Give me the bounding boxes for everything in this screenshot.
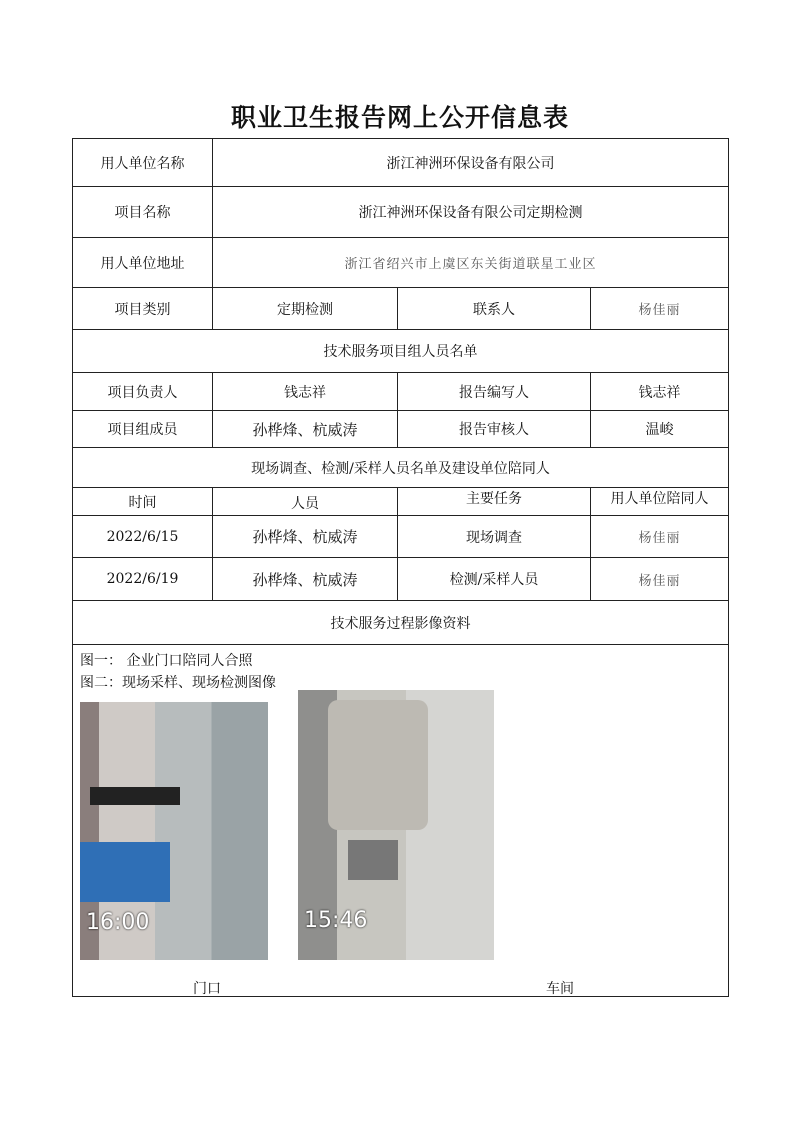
row2-people: 孙桦烽、杭威涛 (212, 557, 398, 601)
photo-person-blue (80, 842, 170, 902)
type-label: 项目类别 (72, 287, 213, 330)
row2-task: 检测/采样人员 (397, 557, 591, 601)
contact-label: 联系人 (397, 287, 591, 330)
fig1-label: 图一： 企业门口陪同人合照 (80, 653, 253, 669)
reviewer-value: 温峻 (590, 410, 729, 448)
photo1-timestamp: 16:00 (86, 910, 150, 935)
col-time: 时间 (72, 487, 213, 516)
reviewer-label: 报告审核人 (397, 410, 591, 448)
photo-workshop (298, 690, 494, 960)
col-task: 主要任务 (397, 487, 591, 516)
members-label: 项目组成员 (72, 410, 213, 448)
photo-tank (328, 700, 428, 830)
writer-label: 报告编写人 (397, 372, 591, 411)
row1-escort: 杨佳丽 (590, 515, 729, 558)
col-people: 人员 (212, 487, 398, 516)
col-escort: 用人单位陪同人 (590, 487, 729, 516)
row1-date: 2022/6/15 (72, 515, 213, 558)
row2-escort: 杨佳丽 (590, 557, 729, 601)
leader-label: 项目负责人 (72, 372, 213, 411)
employer-label: 用人单位名称 (72, 138, 213, 187)
writer-value: 钱志祥 (590, 372, 729, 411)
photo-equipment (348, 840, 398, 880)
employer-value: 浙江神洲环保设备有限公司 (212, 138, 729, 187)
photo-entrance (80, 702, 268, 960)
address-value: 浙江省绍兴市上虞区东关街道联星工业区 (212, 237, 729, 288)
caption-entrance: 门口 (193, 981, 221, 997)
address-label: 用人单位地址 (72, 237, 213, 288)
fig2-label: 图二：现场采样、现场检测图像 (80, 675, 276, 691)
type-value: 定期检测 (212, 287, 398, 330)
survey-header: 现场调查、检测/采样人员名单及建设单位陪同人 (72, 447, 729, 488)
contact-value: 杨佳丽 (590, 287, 729, 330)
project-label: 项目名称 (72, 186, 213, 238)
team-header: 技术服务项目组人员名单 (72, 329, 729, 373)
leader-value: 钱志祥 (212, 372, 398, 411)
images-header: 技术服务过程影像资料 (72, 600, 729, 645)
members-value: 孙桦烽、杭威涛 (212, 410, 398, 448)
page-title: 职业卫生报告网上公开信息表 (230, 103, 569, 132)
photo2-timestamp: 15:46 (304, 908, 368, 933)
caption-workshop: 车间 (546, 981, 574, 997)
photo-person-dark (90, 787, 180, 805)
row1-people: 孙桦烽、杭威涛 (212, 515, 398, 558)
project-value: 浙江神洲环保设备有限公司定期检测 (212, 186, 729, 238)
row1-task: 现场调查 (397, 515, 591, 558)
row2-date: 2022/6/19 (72, 557, 213, 601)
